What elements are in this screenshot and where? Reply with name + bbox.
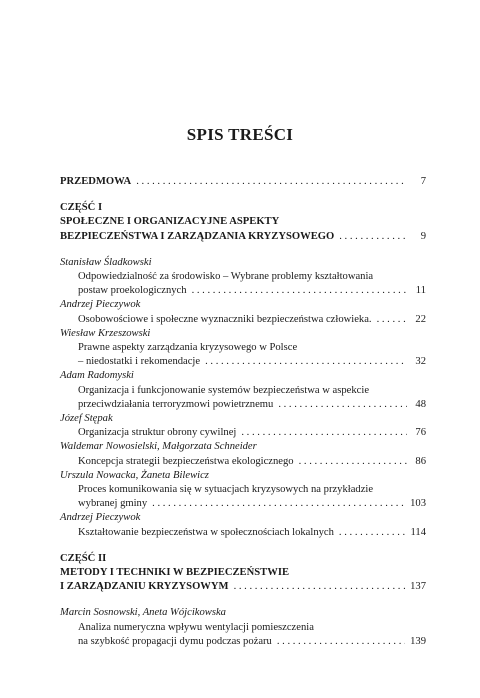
- page-number: 76: [415, 427, 426, 439]
- page-number: 48: [415, 398, 426, 410]
- part2-title-line1: METODY I TECHNIKI W BEZPIECZEŃSTWIE: [60, 567, 290, 579]
- toc-entry[interactable]: [60, 426, 426, 440]
- leader-dots: [152, 497, 405, 511]
- toc-entry[interactable]: [60, 497, 426, 511]
- entry-author: Stanisław Śladkowski: [60, 256, 152, 268]
- toc-entry[interactable]: [60, 635, 426, 649]
- preface-label: PRZEDMOWA: [60, 176, 132, 187]
- leader-dots: [136, 175, 407, 189]
- entry-author: Wiesław Krzeszowski: [60, 327, 151, 339]
- part2-label: CZĘŚĆ II: [60, 552, 107, 564]
- entry-title-line: Odpowiedzialność za środowisko – Wybrane problemy kształtowania: [78, 271, 374, 283]
- entry-title-last-line: Organizacja struktur obrony cywilnej: [78, 427, 237, 439]
- page-number: 139: [410, 635, 426, 647]
- page-number: 114: [410, 526, 426, 538]
- leader-dots: [234, 580, 406, 594]
- entry-title-last-line: na szybkość propagacji dymu podczas pożaru: [78, 635, 272, 647]
- page-number: 103: [410, 498, 426, 510]
- entry-title-last-line: postaw proekologicznych: [78, 285, 187, 297]
- toc-preface[interactable]: [60, 175, 426, 189]
- entry-title-last-line: wybranej gminy: [78, 498, 148, 510]
- part2-title-line2: I ZARZĄDZANIU KRYZYSOWYM: [60, 581, 229, 593]
- leader-dots: [339, 230, 407, 244]
- entry-author: Waldemar Nowosielski, Małgorzata Schneider: [60, 441, 257, 453]
- entry-title-last-line: – niedostatki i rekomendacje: [78, 356, 201, 368]
- toc-entry[interactable]: [60, 313, 426, 327]
- entry-title-line: Organizacja i funkcjonowanie systemów bezpieczeństwa w aspekcie: [78, 384, 370, 396]
- toc-entry[interactable]: [60, 284, 426, 298]
- toc-part1[interactable]: [60, 230, 426, 244]
- toc-entry[interactable]: [60, 455, 426, 469]
- entry-author: Andrzej Pieczywok: [60, 299, 141, 311]
- entry-title-last-line: przeciwdziałania terroryzmowi powietrznemu: [78, 398, 274, 410]
- entry-author: Józef Stępak: [60, 413, 113, 425]
- page-number: 86: [415, 455, 426, 467]
- page-number: 9: [420, 230, 426, 242]
- leader-dots: [377, 313, 407, 327]
- part1-title-line1: SPOŁECZNE I ORGANIZACYJNE ASPEKTY: [60, 216, 280, 228]
- entry-title-line: Proces komunikowania się w sytuacjach kryzysowych na przykładzie: [78, 484, 374, 496]
- part2-entries: [60, 606, 426, 649]
- entry-author: Marcin Sosnowski, Aneta Wójcikowska: [60, 607, 226, 619]
- page-number: 11: [415, 285, 426, 297]
- toc-entry[interactable]: [60, 355, 426, 369]
- entry-author: Andrzej Pieczywok: [60, 512, 141, 524]
- entry-author: Urszula Nowacka, Żaneta Bilewicz: [60, 469, 209, 481]
- entry-title-line: Analiza numeryczna wpływu wentylacji pomieszczenia: [78, 621, 314, 633]
- entry-title-last-line: Koncepcja strategii bezpieczeństwa ekologicznego: [78, 455, 294, 467]
- part1-title-line2: BEZPIECZEŃSTWA I ZARZĄDZANIA KRYZYSOWEGO: [60, 230, 335, 242]
- page-number: 137: [410, 581, 426, 593]
- toc-entry[interactable]: [60, 398, 426, 412]
- entry-author: Adam Radomyski: [60, 370, 134, 382]
- page-number: 7: [420, 176, 426, 187]
- toc-entry[interactable]: [60, 526, 426, 540]
- leader-dots: [241, 426, 407, 440]
- page-number: 32: [415, 356, 426, 368]
- leader-dots: [278, 398, 407, 412]
- table-of-contents: [60, 175, 426, 649]
- entry-title-last-line: Osobowościowe i społeczne wyznaczniki bezpieczeństwa człowieka.: [78, 313, 372, 325]
- part1-label: CZĘŚĆ I: [60, 202, 103, 214]
- toc-part2[interactable]: [60, 580, 426, 594]
- part1-entries: [60, 256, 426, 540]
- entry-title-line: Prawne aspekty zarządzania kryzysowego w Polsce: [78, 342, 298, 354]
- leader-dots: [339, 526, 406, 540]
- leader-dots: [277, 635, 405, 649]
- leader-dots: [299, 455, 407, 469]
- entry-title-last-line: Kształtowanie bezpieczeństwa w społecznościach lokalnych: [78, 526, 334, 538]
- page-title: SPIS TREŚCI: [186, 125, 294, 144]
- page-number: 22: [415, 313, 426, 325]
- leader-dots: [192, 284, 407, 298]
- leader-dots: [205, 355, 407, 369]
